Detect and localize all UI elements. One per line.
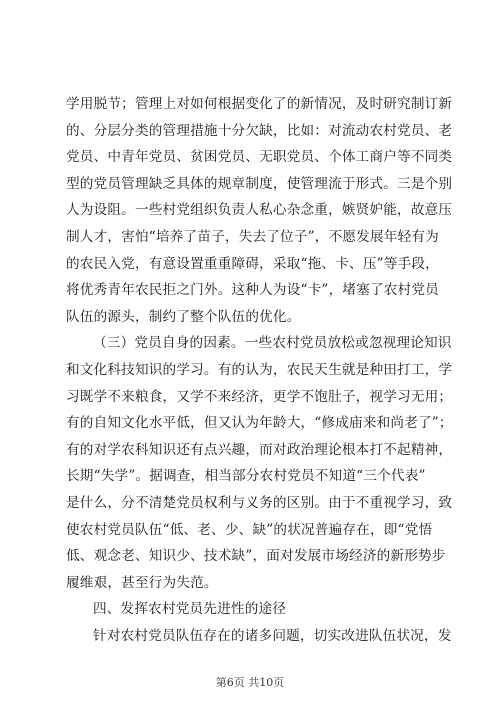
- text-line: 制人才，害怕“培养了苗子，失去了位子”，不愿发展年轻有为: [66, 228, 439, 245]
- page-number-label: 第6页 共10页: [215, 676, 285, 689]
- section-heading: 四、发挥农村党员先进性的途径: [93, 601, 287, 618]
- text-line: 人为设阻。一些村党组织负责人私心杂念重，嫉贤妒能，故意压: [66, 202, 453, 219]
- text-line: 是什么，分不清楚党员权利与义务的区别。由于不重视学习，致: [66, 494, 453, 511]
- document-body: [66, 91, 453, 649]
- text-line: 将优秀青年农民拒之门外。这种人为设“卡”，堵塞了农村党员: [66, 282, 439, 299]
- text-line: 有的自知文化水平低，但又认为年龄大，“修成庙来和尚老了”；: [66, 415, 453, 432]
- text-line: 党员、中青年党员、贫困党员、无职党员、个体工商户等不同类: [66, 149, 453, 166]
- text-line: 履维艰，甚至行为失范。: [66, 574, 218, 591]
- text-line: 习既学不来粮食，又学不来经济，更学不饱肚子，视学习无用；: [66, 388, 453, 405]
- paragraph-start-line: 针对农村党员队伍存在的诸多问题，切实改进队伍状况，发: [93, 627, 452, 644]
- text-line: 有的对学农科知识还有点兴趣，而对政治理论根本打不起精神，: [66, 441, 453, 458]
- text-line: 长期“失学”。据调查，相当部分农村党员不知道“三个代表”: [66, 468, 426, 485]
- text-line: 型的党员管理缺乏具体的规章制度，使管理流于形式。三是个别: [66, 175, 453, 192]
- page-footer: [0, 676, 500, 690]
- text-line: 使农村党员队伍“低、老、少、缺”的状况普遍存在，即“党悟: [66, 521, 433, 538]
- text-line: 的、分层分类的管理措施十分欠缺，比如：对流动农村党员、老: [66, 122, 453, 139]
- text-line: 的农民入党，有意设置重重障碍，采取“拖、卡、压”等手段，: [66, 255, 439, 272]
- paragraph-start-line: （三）党员自身的因素。一些农村党员放松或忽视理论知识: [93, 335, 452, 352]
- text-line: 和文化科技知识的学习。有的认为，农民天生就是种田打工，学: [66, 361, 453, 378]
- text-line: 学用脱节；管理上对如何根据变化了的新情况，及时研究制订新: [66, 96, 453, 112]
- text-line: 队伍的源头，制约了整个队伍的优化。: [66, 308, 301, 325]
- text-line: 低、观念老、知识少、技术缺”，面对发展市场经济的新形势步: [66, 548, 446, 565]
